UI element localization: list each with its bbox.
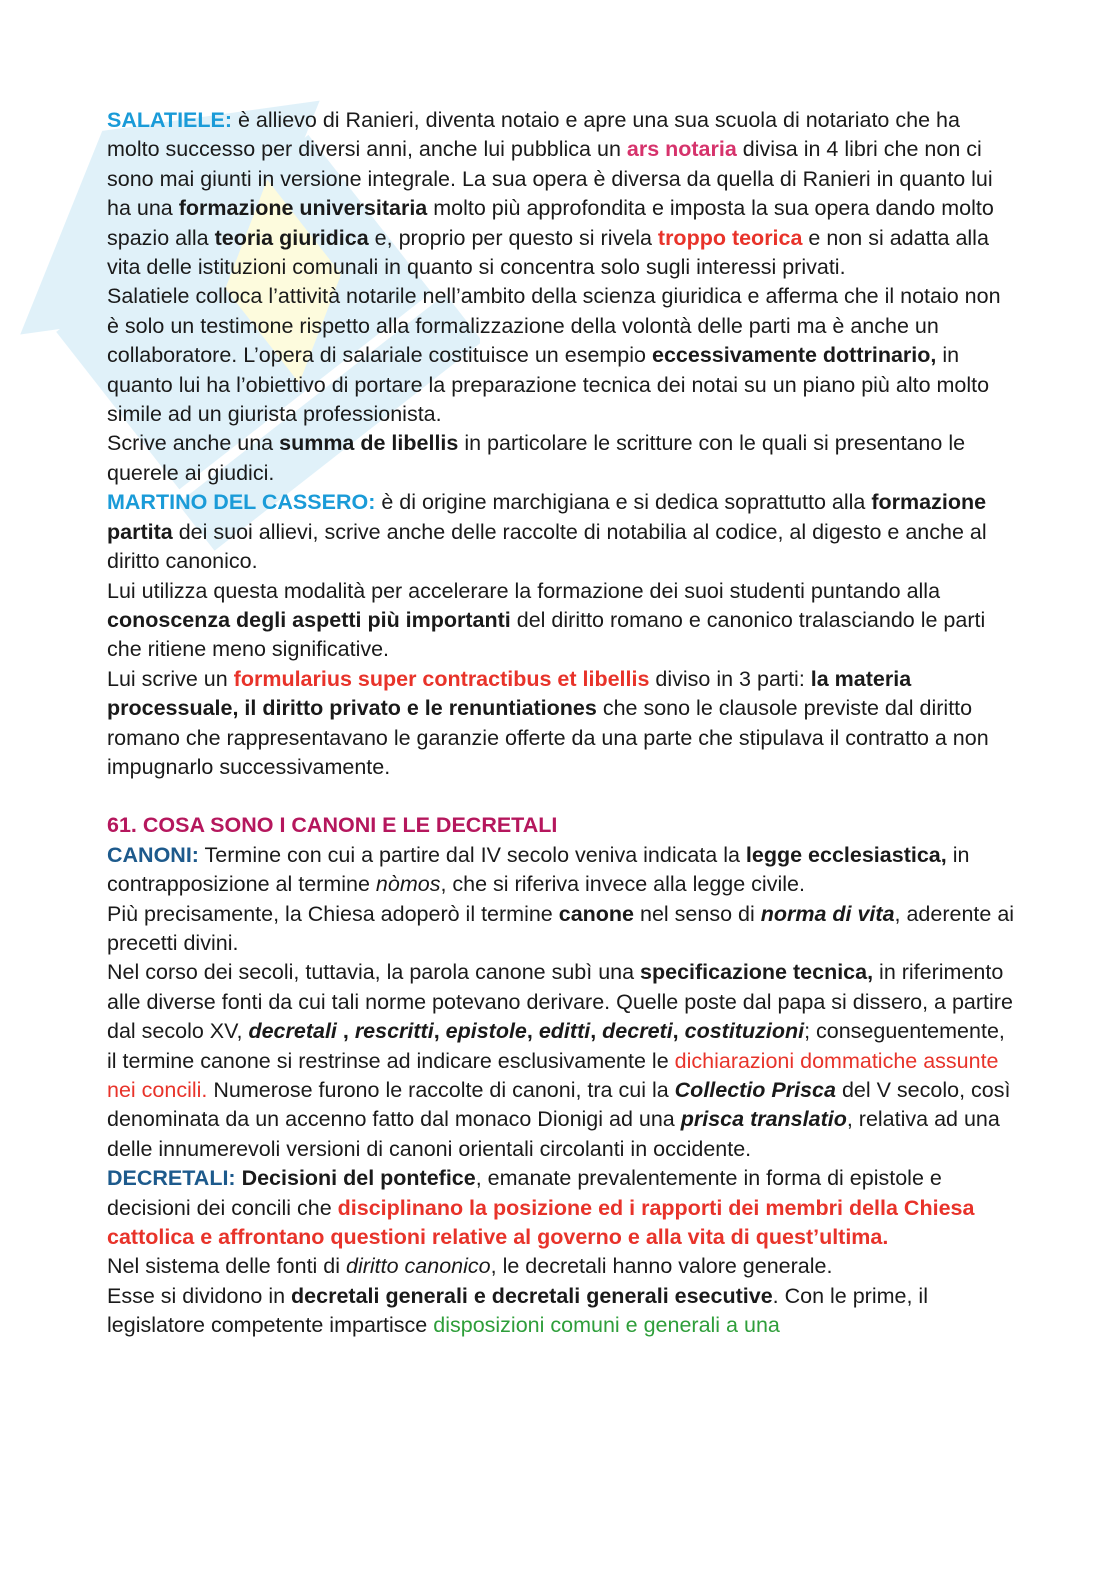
paragraph-sistema-fonti: Nel sistema delle fonti di diritto canonico, le decretali hanno valore generale.: [107, 1254, 833, 1279]
section-heading: 61. COSA SONO I CANONI E LE DECRETALI: [107, 813, 558, 838]
paragraph-specificazione-tecnica: Nel corso dei secoli, tuttavia, la parola canone subì una specificazione tecnica, in riferimento alle diverse fonti da cui tali norme potevano derivare. Quelle poste dal papa si dissero, a partire dal secolo XV, decretali , rescritti, epistole, editti, decreti, costituzioni; conseguentemente, il termine canone si restrinse ad indicare esclusivamente le dichiarazioni dommatiche assunte nei concili. Numerose furono le raccolte di canoni, tra cui la Collectio Prisca del V secolo, così denominata da un accenno fatto dal monaco Dionigi ad una prisca translatio, relativa ad una delle innumerevoli versioni di canoni orientali circolanti in occidente.: [107, 960, 1013, 1161]
paragraph-norma-di-vita: Più precisamente, la Chiesa adoperò il termine canone nel senso di norma di vita, aderente ai precetti divini.: [107, 901, 1015, 955]
section-label-salatiele: SALATIELE:: [107, 108, 233, 132]
section-label-canoni: CANONI:: [107, 842, 199, 867]
paragraph-decretali: DECRETALI: Decisioni del pontefice, emanate prevalentemente in forma di epistole e decisioni dei concili che disciplinano la posizione ed i rapporti dei membri della Chiesa cattolica e affrontano questioni relative al governo e alla vita di quest’ultima.: [107, 1166, 975, 1250]
highlight-dichiarazioni: dichiarazioni dommatiche assunte nei concili.: [107, 1048, 999, 1102]
paragraph-salatiele: SALATIELE: è allievo di Ranieri, diventa notaio e apre una sua scuola di notariato che ha molto successo per diversi anni, anche lui pubblica un ars notaria divisa in 4 libri che non ci sono mai giunti in versione integrale. La sua opera è diversa da quella di Ranieri in quanto lui ha una formazione universitaria molto più approfondita e imposta la sua opera dando molto spazio alla teoria giuridica e, proprio per questo si rivela troppo teorica e non si adatta alla vita delle istituzioni comunali in quanto si concentra solo sugli interessi privati.: [107, 108, 994, 280]
document-page: [107, 106, 1017, 1341]
paragraph-formularius: Lui scrive un formularius super contractibus et libellis diviso in 3 parti: la materia processuale, il diritto privato e le renuntiationes che sono le clausole previste dal diritto romano che rappresentavano le garanzie offerte da una parte che stipulava il contratto a non impugnarlo successivamente.: [107, 666, 989, 779]
paragraph-martino-del-cassero: MARTINO DEL CASSERO: è di origine marchigiana e si dedica soprattutto alla formazione partita dei suoi allievi, scrive anche delle raccolte di notabilia al codice, al digesto e anche al diritto canonico.: [107, 490, 987, 574]
highlight-ars-notaria: ars notaria: [626, 137, 737, 162]
paragraph-salatiele-notaio: Salatiele colloca l’attività notarile nell’ambito della scienza giuridica e afferma che il notaio non è solo un testimone rispetto alla formalizzazione della volontà delle parti ma è anche un collaboratore. L’opera di salariale costituisce un esempio eccessivamente dottrinario, in quanto lui ha l’obiettivo di portare la preparazione tecnica dei notai su un piano più alto molto simile ad un giurista professionista.: [107, 284, 1001, 427]
paragraph-canoni: CANONI: Termine con cui a partire dal IV secolo veniva indicata la legge ecclesiastica, in contrapposizione al termine nòmos, che si riferiva invece alla legge civile.: [107, 842, 970, 897]
paragraph-summa-de-libellis: Scrive anche una summa de libellis in particolare le scritture con le quali si presentano le querele ai giudici.: [107, 431, 966, 485]
highlight-troppo-teorica: troppo teorica: [657, 225, 803, 250]
section-label-martino: MARTINO DEL CASSERO:: [107, 490, 376, 515]
highlight-disciplinano: disciplinano la posizione ed i rapporti dei membri della Chiesa cattolica e affrontano questioni relative al governo e alla vita di quest’ultima.: [107, 1195, 975, 1250]
paragraph-dividono: Esse si dividono in decretali generali e decretali generali esecutive. Con le prime, il legislatore competente impartisce disposizioni comuni e generali a una: [107, 1283, 928, 1338]
paragraph-modalita: Lui utilizza questa modalità per accelerare la formazione dei suoi studenti puntando alla conoscenza degli aspetti più importanti del diritto romano e canonico tralasciando le parti che ritiene meno significative.: [107, 578, 986, 662]
highlight-formularius: formularius super contractibus et libellis: [233, 666, 650, 691]
spacer: [107, 782, 1017, 811]
highlight-disposizioni: disposizioni comuni e generali a una: [433, 1313, 780, 1338]
section-label-decretali: DECRETALI:: [107, 1166, 236, 1191]
